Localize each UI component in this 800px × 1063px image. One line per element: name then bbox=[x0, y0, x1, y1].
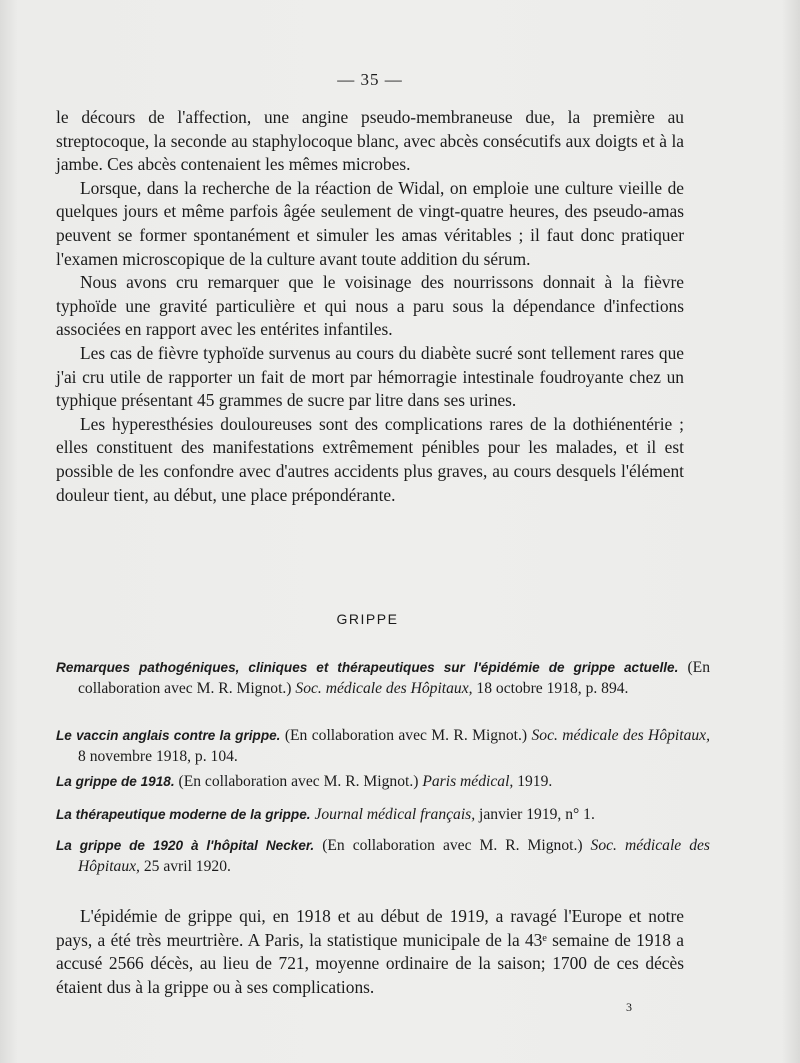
reference-item: La thérapeutique moderne de la grippe. Journal médical français, janvier 1919, n° 1. bbox=[56, 806, 595, 823]
page-number: — 35 — bbox=[337, 70, 403, 89]
reference-journal: Soc. médicale des Hôpitaux, bbox=[295, 679, 473, 697]
paragraph: L'épidémie de grippe qui, en 1918 et au début de 1919, a ravagé l'Europe et notre pays, a été très meurtrière. A Paris, la statistique municipale de la 43ᵉ semaine de 1918 a accusé 2566 décès, au lieu de 721, moyenne ordinaire de la saison; 1700 de ces décès étaient dus à la grippe ou à ses complications. bbox=[56, 906, 684, 997]
reference-item: Remarques pathogéniques, cliniques et thérapeutiques sur l'épidémie de grippe actuelle. (En collaboration avec M. R. Mignot.) Soc. médicale des Hôpitaux, 18 octobre 1918, p. 894. bbox=[56, 659, 710, 697]
reference-title: La grippe de 1918. bbox=[56, 774, 175, 789]
reference-journal: Journal médical français, bbox=[314, 806, 476, 823]
reference-title: Le vaccin anglais contre la grippe. bbox=[56, 728, 281, 743]
signature-mark: 3 bbox=[626, 1000, 632, 1014]
paragraph: Lorsque, dans la recherche de la réaction de Widal, on emploie une culture vieille de quelques jours et même parfois âgée seulement de vingt-quatre heures, des pseudo-amas peuvent se former spontanément et simuler les amas véritables ; il faut donc pratiquer l'examen microscopique de la culture avant toute addition du sérum. bbox=[56, 177, 684, 269]
paragraph: Les hyperesthésies douloureuses sont des complications rares de la dothiénentérie ; elles constituent des manifestations extrêmement pénibles pour les malades, et il est possible de les confondre avec d'autres accidents plus graves, au cours desquels l'élément douleur tient, au début, une place prépondérante. bbox=[56, 413, 684, 505]
paragraph: Les cas de fièvre typhoïde survenus au cours du diabète sucré sont tellement rares que j'ai cru utile de rapporter un fait de mort par hémorragie intestinale foudroyante chez un typhique présentant 45 grammes de sucre par litre dans ses urines. bbox=[56, 342, 684, 411]
reference-item: Le vaccin anglais contre la grippe. (En collaboration avec M. R. Mignot.) Soc. médicale des Hôpitaux, 8 novembre 1918, p. 104. bbox=[56, 727, 710, 765]
paragraph: le décours de l'affection, une angine pseudo-membraneuse due, la première au streptocoque, la seconde au staphylocoque blanc, avec abcès consécutifs aux doigts et à la jambe. Ces abcès contenaient les mêmes microbes. bbox=[56, 107, 684, 175]
body-text-top bbox=[56, 106, 684, 507]
reference-title: Remarques pathogéniques, cliniques et thérapeutiques sur l'épidémie de grippe actuelle. bbox=[56, 660, 679, 675]
reference-item: La grippe de 1918. (En collaboration avec M. R. Mignot.) Paris médical, 1919. bbox=[56, 773, 553, 790]
section-heading: GRIPPE bbox=[336, 611, 399, 627]
reference-item: La grippe de 1920 à l'hôpital Necker. (En collaboration avec M. R. Mignot.) Soc. médicale des Hôpitaux, 25 avril 1920. bbox=[56, 837, 711, 875]
reference-journal: Soc. médicale des Hôpitaux, bbox=[531, 727, 710, 744]
reference-title: La grippe de 1920 à l'hôpital Necker. bbox=[56, 838, 315, 853]
reference-title: La thérapeutique moderne de la grippe. bbox=[56, 807, 311, 822]
reference-journal: Paris médical, bbox=[422, 773, 514, 790]
body-text-bottom bbox=[56, 905, 684, 999]
paragraph: Nous avons cru remarquer que le voisinage des nourrissons donnait à la fièvre typhoïde une gravité particulière et qui nous a paru sous la dépendance d'infections associées en rapport avec les entérites infantiles. bbox=[56, 272, 684, 340]
reference-journal: Soc. médicale des Hôpitaux, bbox=[78, 837, 711, 875]
